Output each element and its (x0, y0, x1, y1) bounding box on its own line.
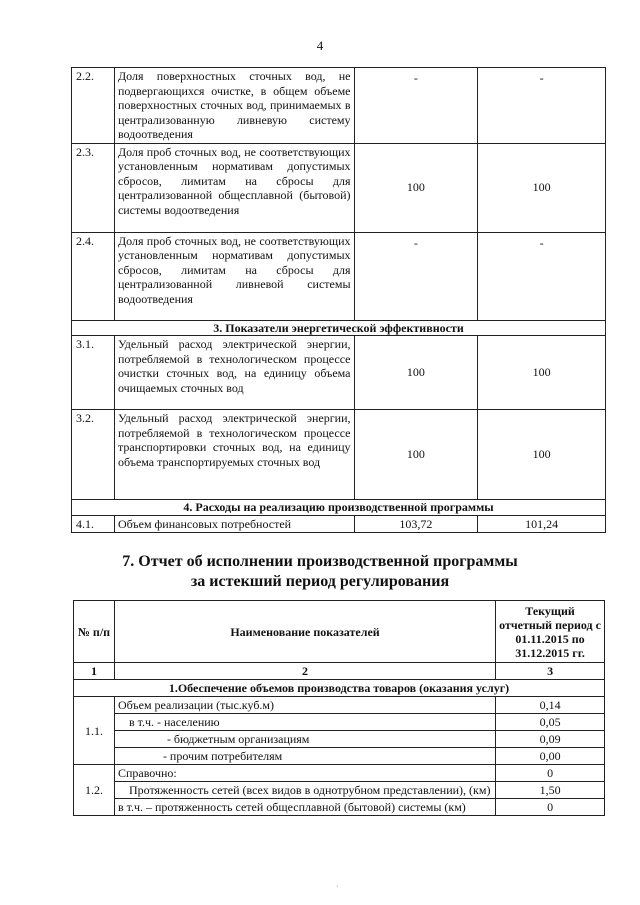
indicator-label: Справочно: (114, 765, 495, 782)
row-description: Удельный расход электрической энергии, потребляемой в технологическом процессе очистки сточных вод, на единицу объема очищаемых сточных вод (114, 336, 354, 410)
indicator-value: 0,14 (496, 697, 605, 714)
indicators-table (71, 67, 606, 533)
table-row (72, 232, 606, 320)
row-number: 4.1. (72, 515, 115, 533)
row-description: Доля поверхностных сточных вод, не подвергающихся очистке, в общем объеме поверхностных сточных вод, принимаемых в централизованную ливневую систему водоотведения (114, 68, 354, 144)
table-row (74, 731, 605, 748)
table-row (74, 748, 605, 765)
row-number: 3.2. (72, 410, 115, 500)
section-row (72, 320, 606, 336)
row-value-2: - (478, 68, 606, 144)
section-title: 4. Расходы на реализацию производственной программы (72, 500, 606, 516)
table-row (72, 336, 606, 410)
indicator-label: - бюджетным организациям (114, 731, 495, 748)
row-value-2: 100 (478, 143, 606, 232)
row-value-2: 101,24 (478, 515, 606, 533)
indicator-value: 0 (496, 799, 605, 816)
column-number-row (74, 663, 605, 680)
section-row (72, 500, 606, 516)
table-row (74, 782, 605, 799)
indicator-value: 0 (496, 765, 605, 782)
section-row (74, 680, 605, 697)
group-number: 1.2. (74, 765, 115, 816)
report-title-line-1: 7. Отчет об исполнении производственной программы (122, 553, 518, 570)
row-description: Объем финансовых потребностей (114, 515, 354, 533)
row-value-2: 100 (478, 336, 606, 410)
table-row (72, 515, 606, 533)
page-number: 4 (316, 38, 324, 53)
row-description: Доля проб сточных вод, не соответствующих установленным нормативам допустимых сбросов, лимитам на сбросы для централизованной общесплавной (бытовой) системы водоотведения (114, 143, 354, 232)
row-value-1: 100 (354, 143, 478, 232)
row-value-1: 100 (354, 410, 478, 500)
indicator-value: 0,00 (496, 748, 605, 765)
page-mark: · (336, 882, 339, 891)
indicator-label: в т.ч. – протяженность сетей общесплавной (бытовой) системы (км) (114, 799, 495, 816)
row-number: 3.1. (72, 336, 115, 410)
report-table (73, 600, 605, 816)
report-title-line-2: за истекший период регулирования (190, 573, 450, 590)
group-number: 1.1. (74, 697, 115, 765)
indicator-label: Объем реализации (тыс.куб.м) (114, 697, 495, 714)
table-row (74, 799, 605, 816)
row-number: 2.2. (72, 68, 115, 144)
header-name: Наименование показателей (114, 601, 495, 663)
indicator-label: Протяженность сетей (всех видов в однотрубном представлении), (км) (114, 782, 495, 799)
table-row (72, 410, 606, 500)
table-row (74, 697, 605, 714)
header-period: Текущий отчетный период с 01.11.2015 по 31.12.2015 гг. (496, 601, 605, 663)
row-number: 2.3. (72, 143, 115, 232)
indicator-label: в т.ч. - населению (114, 714, 495, 731)
column-number: 3 (496, 663, 605, 680)
row-value-1: 100 (354, 336, 478, 410)
indicator-label: - прочим потребителям (114, 748, 495, 765)
indicator-value: 0,09 (496, 731, 605, 748)
row-value-1: - (354, 68, 478, 144)
row-description: Доля проб сточных вод, не соответствующих установленным нормативам допустимых сбросов, лимитам на сбросы для централизованной ливневой системы водоотведения (114, 232, 354, 320)
header-row (74, 601, 605, 663)
table-row (74, 714, 605, 731)
row-number: 2.4. (72, 232, 115, 320)
row-value-1: 103,72 (354, 515, 478, 533)
indicator-value: 0,05 (496, 714, 605, 731)
header-number: № п/п (74, 601, 115, 663)
row-value-2: - (478, 232, 606, 320)
row-value-2: 100 (478, 410, 606, 500)
table-row (72, 68, 606, 144)
column-number: 1 (74, 663, 115, 680)
table-row (72, 143, 606, 232)
row-description: Удельный расход электрической энергии, потребляемой в технологическом процессе транспортировки сточных вод, на единицу объема транспортируемых сточных вод (114, 410, 354, 500)
column-number: 2 (114, 663, 495, 680)
table-row (74, 765, 605, 782)
indicator-value: 1,50 (496, 782, 605, 799)
row-value-1: - (354, 232, 478, 320)
section-title: 1.Обеспечение объемов производства товаров (оказания услуг) (74, 680, 605, 697)
section-title: 3. Показатели энергетической эффективности (72, 320, 606, 336)
